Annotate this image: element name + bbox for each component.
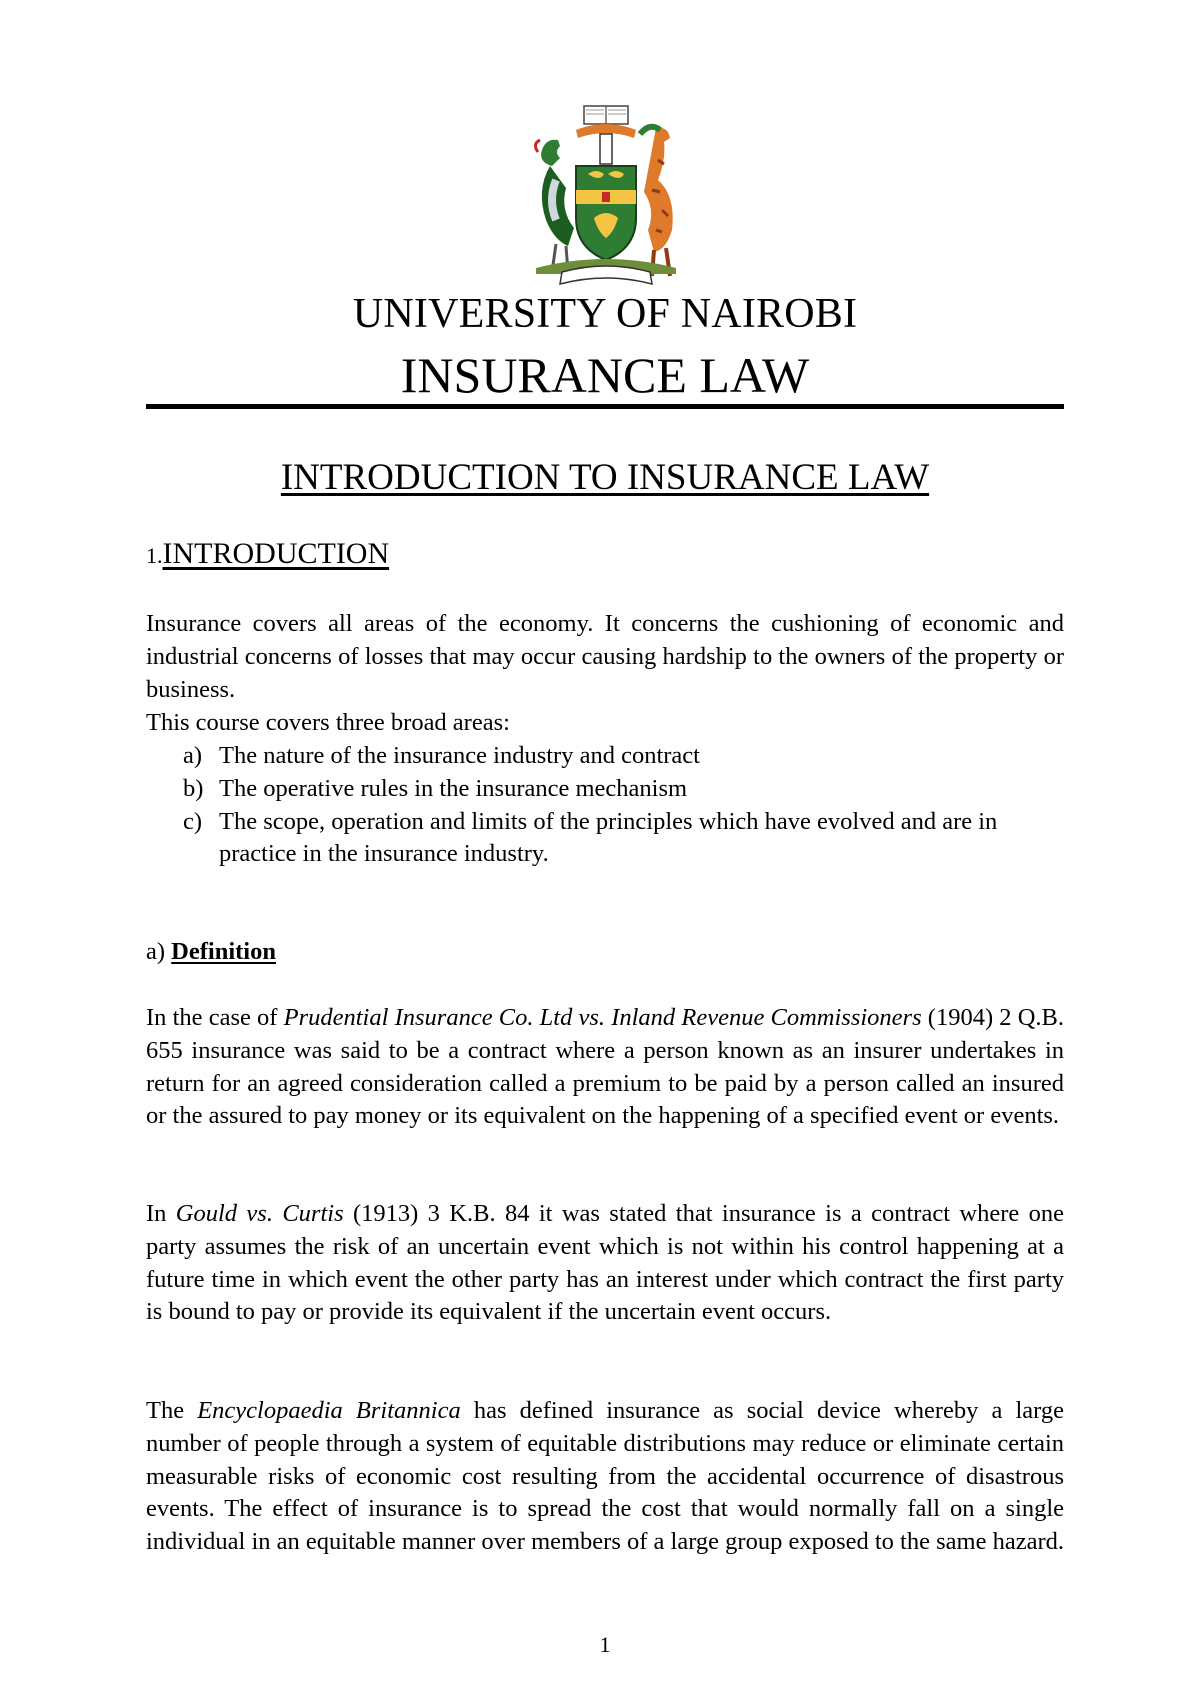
course-title: INSURANCE LAW	[400, 347, 810, 403]
definition-paragraph-3	[146, 1395, 1064, 1559]
list-text: The operative rules in the insurance mechanism	[219, 774, 688, 802]
p2-text-pre: In	[146, 1200, 176, 1227]
intro-heading	[146, 537, 389, 571]
list-marker: a)	[183, 742, 203, 769]
definition-heading	[146, 938, 276, 966]
definition-paragraph-1	[146, 1002, 1064, 1133]
list-marker: b)	[183, 774, 204, 802]
definition-title: Definition	[171, 938, 276, 965]
p3-text-pre: The	[146, 1397, 198, 1424]
page-number: 1	[599, 1632, 611, 1657]
list-text: The nature of the insurance industry and contract	[219, 742, 700, 769]
title-divider	[146, 404, 1064, 409]
definition-marker: a)	[146, 938, 166, 965]
intro-title: INTRODUCTION	[162, 537, 390, 570]
definition-paragraph-2	[146, 1198, 1064, 1329]
list-item	[183, 740, 1065, 773]
areas-lead: This course covers three broad areas:	[146, 709, 510, 736]
p2-text-post: (1913) 3 K.B. 84 it was stated that insurance is a contract where one party assumes the risk of an uncertain event which is not within his control happening at a future time in which event the other party has an interest under which contract the first party is bound to pay or provide its equivalent if the uncertain event occurs.	[146, 1200, 1064, 1326]
list-text: The scope, operation and limits of the principles which have evolved and are in practice in the insurance industry.	[219, 807, 998, 868]
areas-list	[183, 740, 1065, 871]
list-item	[183, 773, 1065, 806]
intro-paragraph: Insurance covers all areas of the economy. It concerns the cushioning of economic and industrial concerns of losses that may occur causing hardship to the owners of the property or business.	[146, 610, 1064, 703]
section-title: INTRODUCTION TO INSURANCE LAW	[280, 457, 930, 498]
case-citation-gould: Gould vs. Curtis	[175, 1200, 344, 1227]
intro-number: 1.	[146, 543, 163, 568]
list-marker: c)	[183, 807, 203, 835]
p1-text-post: (1904) 2 Q.B. 655 insurance was said to be a contract where a person known as an insurer undertakes in return for an agreed consideration called a premium to be paid by a person called an insured or the assured to pay money or its equivalent on the happening of a specified event or events.	[146, 1004, 1064, 1130]
p3-text-post: has defined insurance as social device whereby a large number of people through a system of equitable distributions may reduce or eliminate certain measurable risks of economic cost resulting from the accidental occurrence of disastrous events. The effect of insurance is to spread the cost that would normally fall on a single individual in an equitable manner over members of a large group exposed to the same hazard.	[146, 1397, 1065, 1556]
list-item	[183, 806, 1065, 872]
case-citation-prudential: Prudential Insurance Co. Ltd vs. Inland Revenue Commissioners	[283, 1004, 922, 1031]
university-name: UNIVERSITY OF NAIROBI	[352, 291, 858, 337]
coat-of-arms-logo	[516, 100, 696, 290]
p1-text-pre: In the case of	[146, 1004, 284, 1031]
source-encyclopaedia: Encyclopaedia Britannica	[197, 1397, 461, 1424]
